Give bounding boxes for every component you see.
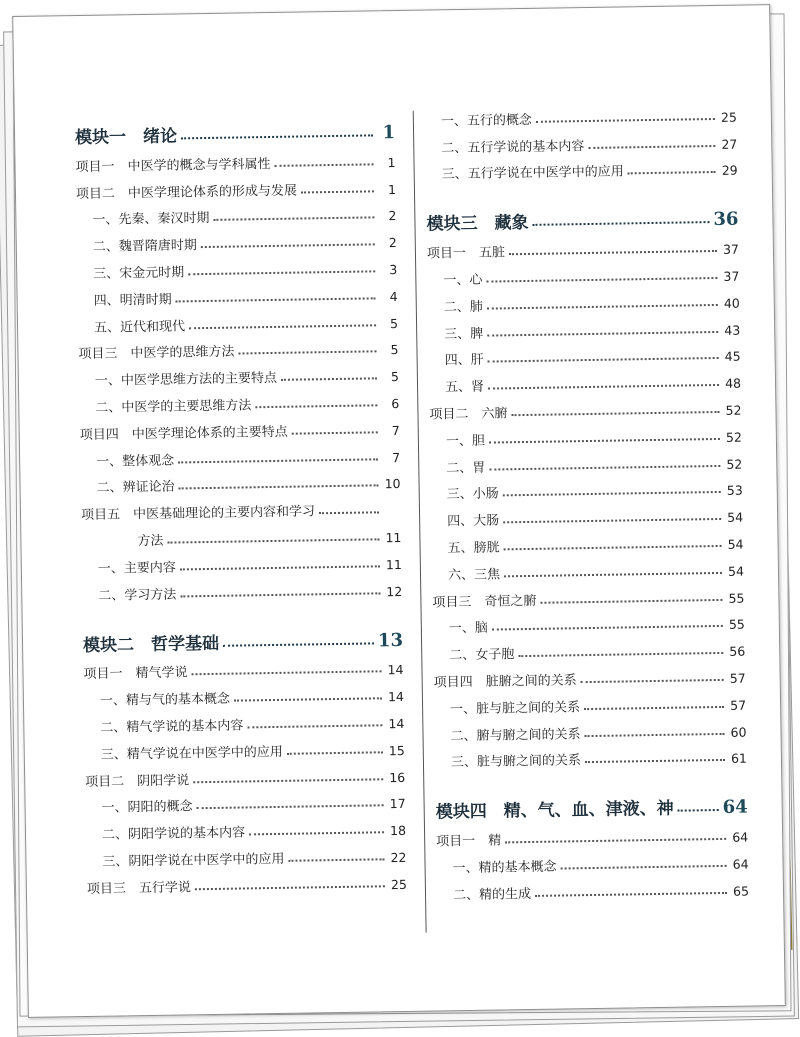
page-number: 6 xyxy=(381,396,399,411)
dot-leader xyxy=(188,269,375,275)
dot-leader xyxy=(535,891,727,897)
dot-leader xyxy=(275,162,374,167)
page-number: 57 xyxy=(728,671,746,686)
dot-leader xyxy=(504,571,722,577)
page-number: 37 xyxy=(721,269,739,284)
page-number: 45 xyxy=(722,349,740,364)
entry-title: 项目五 中医基础理论的主要内容和学习 xyxy=(81,500,315,523)
page-number: 55 xyxy=(726,590,744,605)
entry-title: 项目二 阴阳学说 xyxy=(85,769,189,790)
entry-title: 项目二 六腑 xyxy=(429,402,507,422)
dot-leader xyxy=(180,591,380,597)
page-number: 5 xyxy=(381,369,399,384)
page-number: 14 xyxy=(386,689,404,704)
dot-leader xyxy=(487,303,718,310)
entry-title: 一、五行的概念 xyxy=(441,109,532,129)
entry-title: 二、女子胞 xyxy=(449,643,514,663)
toc-item-entry[interactable] xyxy=(87,865,407,897)
entry-title: 一、精的基本概念 xyxy=(452,855,556,876)
page-number: 56 xyxy=(727,644,745,659)
entry-title: 一、整体观念 xyxy=(96,449,174,469)
entry-title: 一、阴阳的概念 xyxy=(101,796,192,816)
entry-title: 一、精与气的基本概念 xyxy=(100,688,230,709)
page-number: 11 xyxy=(384,557,402,572)
dot-leader xyxy=(503,490,721,496)
page-number: 2 xyxy=(378,208,396,223)
dot-leader xyxy=(678,808,719,812)
dot-leader xyxy=(223,641,374,646)
dot-leader xyxy=(181,133,373,139)
page-number: 54 xyxy=(725,510,743,525)
entry-title: 二、阴阳学说的基本内容 xyxy=(102,822,245,843)
dot-leader xyxy=(486,276,717,283)
dot-leader xyxy=(585,758,725,763)
page-number: 29 xyxy=(720,163,738,178)
page-number: 5 xyxy=(380,316,398,331)
page-number: 17 xyxy=(387,796,405,811)
toc-subitem-entry[interactable] xyxy=(437,871,749,903)
toc-module-entry[interactable] xyxy=(426,190,739,235)
page-number: 25 xyxy=(719,109,737,124)
entry-title: 模块三 藏象 xyxy=(426,208,528,235)
page-number: 7 xyxy=(382,450,400,465)
entry-title: 三、宋金元时期 xyxy=(93,261,184,281)
entry-title: 四、明清时期 xyxy=(93,288,171,308)
page-number: 52 xyxy=(723,403,741,418)
entry-title: 三、脾 xyxy=(444,322,483,342)
page-number: 64 xyxy=(730,830,748,845)
page-number: 55 xyxy=(727,617,745,632)
dot-leader xyxy=(197,804,384,810)
toc-right-column xyxy=(425,98,750,904)
entry-title: 一、脑 xyxy=(449,617,488,637)
page-number: 1 xyxy=(377,155,395,170)
page-number: 13 xyxy=(378,630,403,651)
page-number: 54 xyxy=(726,563,744,578)
page-number: 52 xyxy=(724,456,742,471)
page-number: 37 xyxy=(721,242,739,257)
dot-leader xyxy=(581,678,724,683)
entry-title: 一、胆 xyxy=(446,429,485,449)
page-number: 53 xyxy=(725,483,743,498)
entry-title: 模块一 绪论 xyxy=(75,121,177,148)
page-number: 54 xyxy=(725,537,743,552)
entry-title: 五、膀胱 xyxy=(447,536,499,556)
entry-title: 项目二 中医学理论体系的形成与发展 xyxy=(76,179,297,201)
page-number: 57 xyxy=(728,697,746,712)
page-number: 1 xyxy=(378,182,396,197)
page-number: 25 xyxy=(389,877,407,892)
dot-leader xyxy=(179,484,379,490)
dot-leader xyxy=(319,510,379,514)
page-number: 22 xyxy=(388,850,406,865)
toc-module-entry[interactable] xyxy=(75,103,396,148)
entry-title: 项目四 中医学理论体系的主要特点 xyxy=(80,421,288,443)
dot-leader xyxy=(192,670,382,676)
page-number: 3 xyxy=(379,262,397,277)
entry-title: 一、先秦、秦汉时期 xyxy=(92,207,209,228)
page-number: 60 xyxy=(728,724,746,739)
dot-leader xyxy=(195,884,385,890)
entry-title: 模块二 哲学基础 xyxy=(83,628,219,655)
page-number: 52 xyxy=(724,429,742,444)
entry-title: 模块四 精、气、血、津液、神 xyxy=(436,794,674,823)
entry-title: 三、精气学说在中医学中的应用 xyxy=(101,741,283,763)
dot-leader xyxy=(193,777,383,783)
dot-leader xyxy=(247,723,382,728)
entry-title: 四、大肠 xyxy=(447,510,499,530)
dot-leader xyxy=(511,410,719,416)
dot-leader xyxy=(288,857,384,862)
dot-leader xyxy=(561,864,727,870)
page-number: 5 xyxy=(380,342,398,357)
page-number: 1 xyxy=(377,122,395,143)
page-number: 36 xyxy=(713,209,738,230)
dot-leader xyxy=(505,837,726,843)
entry-title: 三、阴阳学说在中医学中的应用 xyxy=(102,848,284,870)
page-number: 4 xyxy=(380,289,398,304)
dot-leader xyxy=(234,696,382,701)
dot-leader xyxy=(176,296,376,302)
entry-title: 二、辨证论治 xyxy=(96,476,174,496)
entry-title: 二、腑与腑之间的关系 xyxy=(450,723,580,744)
entry-title: 项目一 中医学的概念与学科属性 xyxy=(75,153,270,175)
entry-title: 六、三焦 xyxy=(448,563,500,583)
dot-leader xyxy=(532,220,709,226)
entry-title: 二、中医学的主要思维方法 xyxy=(95,394,251,415)
page-number: 14 xyxy=(386,716,404,731)
entry-title: 二、魏晋隋唐时期 xyxy=(93,234,197,255)
dot-leader xyxy=(201,243,375,249)
dot-leader xyxy=(504,544,722,550)
page-number: 18 xyxy=(388,823,406,838)
entry-title: 一、主要内容 xyxy=(98,556,176,576)
page-number: 43 xyxy=(722,322,740,337)
toc-left-column xyxy=(75,103,407,897)
dot-leader xyxy=(540,597,722,603)
page-number: 15 xyxy=(387,743,405,758)
page-number: 7 xyxy=(382,423,400,438)
dot-leader xyxy=(503,517,721,523)
entry-title: 五、肾 xyxy=(445,376,484,396)
entry-title: 项目一 精 xyxy=(436,830,501,850)
page-number: 64 xyxy=(730,856,748,871)
entry-title: 二、精气学说的基本内容 xyxy=(100,714,243,735)
dot-leader xyxy=(584,705,724,710)
dot-leader xyxy=(301,189,374,193)
dot-leader xyxy=(178,457,378,463)
entry-title: 项目一 五脏 xyxy=(427,241,505,261)
toc-module-entry[interactable] xyxy=(435,778,748,823)
page-number: 2 xyxy=(379,235,397,250)
entry-title: 二、胃 xyxy=(446,456,485,476)
entry-title: 五、近代和现代 xyxy=(94,315,185,335)
toc-module-entry[interactable] xyxy=(83,611,404,656)
dot-leader xyxy=(180,564,380,570)
dot-leader xyxy=(509,249,717,255)
dot-leader xyxy=(287,750,383,755)
dot-leader xyxy=(487,330,718,337)
page-number: 12 xyxy=(384,584,402,599)
toc-page xyxy=(12,4,786,1018)
dot-leader xyxy=(518,651,723,657)
dot-leader xyxy=(249,830,384,835)
page-number: 10 xyxy=(382,476,400,491)
dot-leader xyxy=(167,537,379,543)
dot-leader xyxy=(536,117,715,123)
page-number: 27 xyxy=(719,136,737,151)
entry-title: 三、脏与腑之间的关系 xyxy=(451,750,581,771)
page-number: 64 xyxy=(722,797,747,818)
dot-leader xyxy=(488,356,719,363)
page-number: 61 xyxy=(729,751,747,766)
dot-leader xyxy=(238,350,376,355)
entry-title: 项目一 精气学说 xyxy=(83,662,187,683)
entry-title: 三、小肠 xyxy=(447,483,499,503)
entry-title: 项目四 脏腑之间的关系 xyxy=(434,669,577,690)
dot-leader xyxy=(281,377,377,382)
entry-title: 项目三 奇恒之腑 xyxy=(432,589,536,610)
entry-title: 二、学习方法 xyxy=(98,583,176,603)
page-number: 14 xyxy=(385,662,403,677)
dot-leader xyxy=(488,383,719,390)
dot-leader xyxy=(255,403,377,408)
page-number: 16 xyxy=(387,769,405,784)
entry-title: 项目三 中医学的思维方法 xyxy=(78,341,234,362)
dot-leader xyxy=(189,323,376,329)
entry-title: 三、五行学说在中医学中的应用 xyxy=(442,161,624,183)
entry-title: 二、精的生成 xyxy=(453,883,531,903)
dot-leader xyxy=(292,430,378,434)
dot-leader xyxy=(628,170,716,174)
entry-title: 一、心 xyxy=(443,269,482,289)
page-number: 11 xyxy=(383,530,401,545)
dot-leader xyxy=(588,144,715,149)
dot-leader xyxy=(585,731,725,736)
entry-title: 二、五行学说的基本内容 xyxy=(441,135,584,156)
entry-title: 项目三 五行学说 xyxy=(87,876,191,897)
page-number: 65 xyxy=(731,883,749,898)
entry-title: 一、中医学思维方法的主要特点 xyxy=(95,367,277,389)
dot-leader xyxy=(489,464,720,471)
entry-title: 一、脏与脏之间的关系 xyxy=(450,696,580,717)
dot-leader xyxy=(492,624,723,631)
entry-title: 四、肝 xyxy=(444,349,483,369)
page-number: 40 xyxy=(722,295,740,310)
page-number: 48 xyxy=(723,376,741,391)
dot-leader xyxy=(489,437,720,444)
column-divider xyxy=(413,111,427,933)
dot-leader xyxy=(213,216,374,222)
entry-title: 二、肺 xyxy=(444,295,483,315)
entry-title: 方法 xyxy=(137,530,163,549)
